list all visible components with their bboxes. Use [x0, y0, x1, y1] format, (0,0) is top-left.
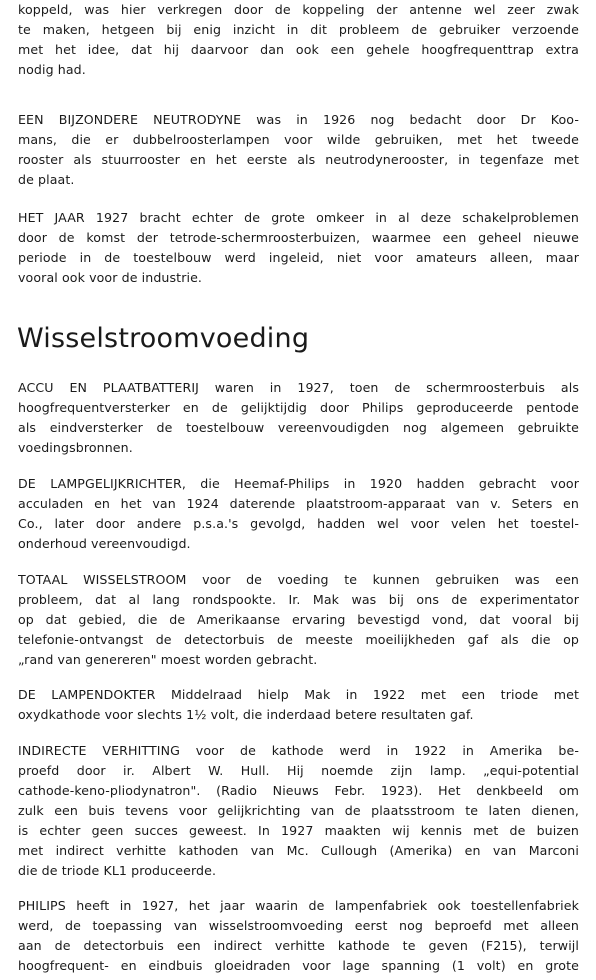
text-line: zulk een buis tevens voor gelijkrichting van de plaatsstroom te laten dienen,: [18, 803, 579, 818]
text-line: is echter geen succes geweest. In 1927 maakten wij kennis met de buizen: [18, 823, 579, 838]
text-line: INDIRECTE VERHITTING voor de kathode werd in 1922 in Amerika be-: [18, 743, 579, 758]
text-line: „rand van genereren" moest worden gebracht.: [18, 652, 318, 667]
text-line: DE LAMPENDOKTER Middelraad hielp Mak in 1922 met een triode met: [18, 687, 579, 702]
text-line: onderhoud vereenvoudigd.: [18, 536, 191, 551]
text-line: ACCU EN PLAATBATTERIJ waren in 1927, toen de schermroosterbuis als: [18, 380, 579, 395]
text-line: koppeld, was hier verkregen door de koppeling der antenne wel zeer zwak: [18, 2, 579, 17]
text-line: oxydkathode voor slechts 1½ volt, die inderdaad betere resultaten gaf.: [18, 707, 474, 722]
text-line: hoogfrequentversterker en de gelijktijdig door Philips geproduceerde pentode: [18, 400, 579, 415]
text-line: die de triode KL1 produceerde.: [18, 863, 217, 878]
text-line: met het idee, dat hij daarvoor dan ook een gehele hoogfrequenttrap extra: [18, 42, 579, 57]
text-line: telefonie-ontvangst de detectorbuis de meeste moeilijkheden gaf als die op: [18, 632, 579, 647]
text-line: te maken, hetgeen bij enig inzicht in dit probleem de gebruiker verzoende: [18, 22, 579, 37]
text-line: door de komst der tetrode-schermroosterbuizen, waarmee een geheel nieuwe: [18, 230, 579, 245]
text-line: proefd door ir. Albert W. Hull. Hij noemde zijn lamp. „equi-potential: [18, 763, 579, 778]
text-line: werd, de toepassing van wisselstroomvoeding eerst nog beproefd met alleen: [18, 918, 579, 933]
text-line: HET JAAR 1927 bracht echter de grote omkeer in al deze schakelproblemen: [18, 210, 579, 225]
text-line: PHILIPS heeft in 1927, het jaar waarin de lampenfabriek ook toestellenfabriek: [18, 898, 579, 913]
text-line: aan de detectorbuis een indirect verhitte kathode te geven (F215), terwijl: [18, 938, 579, 953]
text-line: de plaat.: [18, 172, 75, 187]
text-line: EEN BIJZONDERE NEUTRODYNE was in 1926 nog bedacht door Dr Koo-: [18, 112, 579, 127]
section-heading: Wisselstroomvoeding: [17, 323, 310, 354]
text-line: periode in de toestelbouw werd ingeleid, niet voor amateurs alleen, maar: [18, 250, 579, 265]
text-line: voedingsbronnen.: [18, 440, 133, 455]
text-line: vooral ook voor de industrie.: [18, 270, 203, 285]
text-line: rooster als stuurrooster en het eerste als neutrodynerooster, in tegenfaze met: [18, 152, 579, 167]
text-line: TOTAAL WISSELSTROOM voor de voeding te kunnen gebruiken was een: [18, 572, 579, 587]
text-line: DE LAMPGELIJKRICHTER, die Heemaf-Philips in 1920 hadden gebracht voor: [18, 476, 579, 491]
text-line: als eindversterker de toestelbouw vereenvoudigden nog algemeen gebruikte: [18, 420, 579, 435]
text-line: acculaden en het van 1924 daterende plaatstroom-apparaat van v. Seters en: [18, 496, 579, 511]
text-line: mans, die er dubbelroosterlampen voor wilde gebruiken, met het tweede: [18, 132, 579, 147]
text-line: hoogfrequent- en eindbuis gloeidraden voor lage spanning (1 volt) en grote: [18, 958, 579, 973]
text-line: Co., later door andere p.s.a.'s gevolgd, hadden wel voor velen het toestel-: [18, 516, 579, 531]
text-line: cathode-keno-pliodynatron". (Radio Nieuws Febr. 1923). Het denkbeeld om: [18, 783, 579, 798]
text-line: op dat gebied, die de Amerikaanse ervaring bevestigd vond, dat vooral bij: [18, 612, 579, 627]
text-line: met indirect verhitte kathoden van Mc. Cullough (Amerika) en van Marconi: [18, 843, 579, 858]
text-line: probleem, dat al lang rondspookte. Ir. Mak was bij ons de experimentator: [18, 592, 579, 607]
text-line: nodig had.: [18, 62, 86, 77]
